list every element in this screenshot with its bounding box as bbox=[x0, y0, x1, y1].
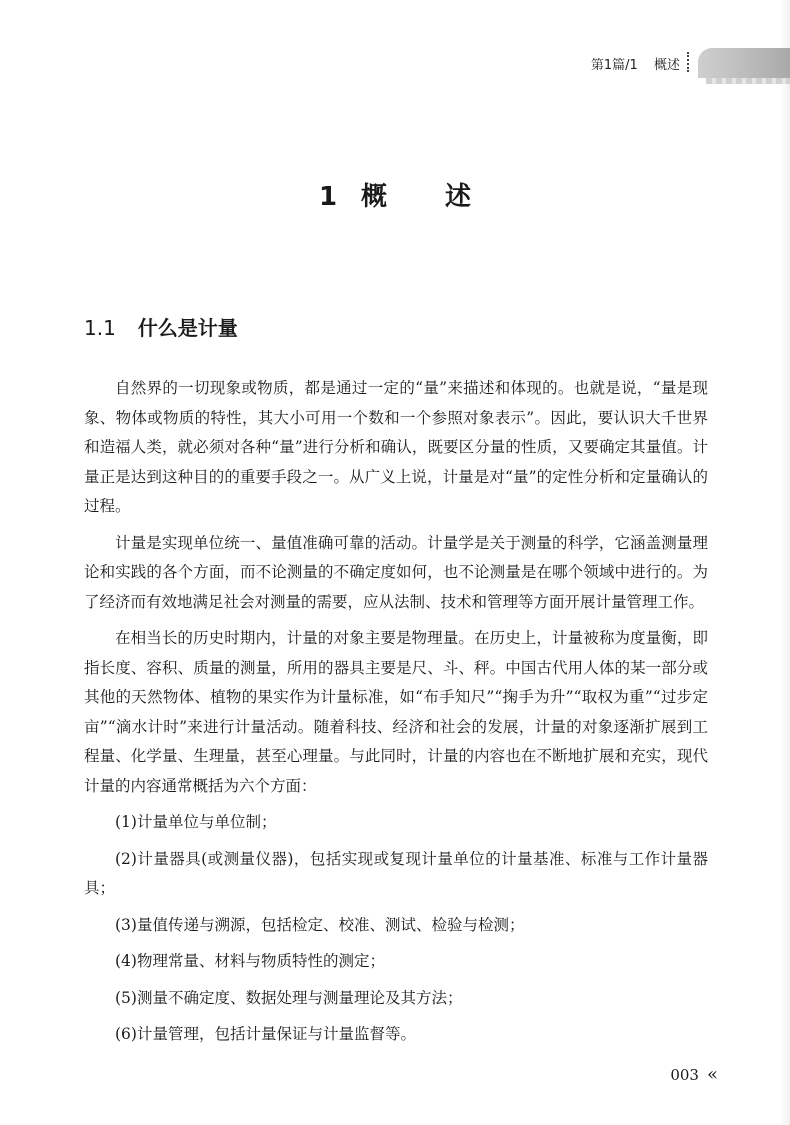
list-item: (1)计量单位与单位制； bbox=[115, 813, 277, 831]
chapter-title-word-2: 述 bbox=[445, 182, 472, 212]
paragraph: 自然界的一切现象或物质，都是通过一定的“量”来描述和体现的。也就是说，“量是现象、物体或物质的特性，其大小可用一个数和一个参照对象表示”。因此，要认识大千世界和造福人类，就必须对各种“量”进行分析和确认，既要区分量的性质，又要确定其量值。计量正是达到这种目的的重要手段之一。从广义上说，计量是对“量”的定性分析和定量确认的过程。 bbox=[84, 379, 708, 515]
header-label bbox=[591, 54, 680, 73]
section-title: 什么是计量 bbox=[137, 316, 238, 340]
page-footer bbox=[670, 1064, 718, 1085]
section-number: 1.1 bbox=[84, 316, 116, 340]
chapter-title bbox=[0, 176, 790, 213]
header-decorative-band bbox=[698, 48, 790, 78]
running-header bbox=[550, 48, 790, 82]
list-item: (4)物理常量、材料与物质特性的测定； bbox=[115, 952, 385, 970]
header-chapter: 概述 bbox=[653, 58, 680, 73]
page-edge-shadow bbox=[780, 0, 790, 1125]
section-heading bbox=[84, 312, 238, 341]
chapter-number: 1 bbox=[318, 182, 338, 212]
page-arrow-icon: « bbox=[706, 1064, 718, 1085]
list-item: (5)测量不确定度、数据处理与测量理论及其方法； bbox=[115, 988, 463, 1007]
page-number: 003 bbox=[670, 1066, 699, 1084]
body-text bbox=[84, 374, 708, 1057]
header-separator bbox=[644, 58, 648, 73]
paragraph: 在相当长的历史时期内，计量的对象主要是物理量。在历史上，计量被称为度量衡，即指长度、容积、质量的测量，所用的器具主要是尺、斗、秤。中国古代用人体的某一部分或其他的天然物体、植物的果实作为计量标准，如“布手知尺”“掬手为升”“取权为重”“过步定亩”“滴水计时”来进行计量活动。随着科技、经济和社会的发展，计量的对象逐渐扩展到工程量、化学量、生理量，甚至心理量。与此同时，计量的内容也在不断地扩展和充实，现代计量的内容通常概括为六个方面： bbox=[84, 629, 708, 795]
list-item: (2)计量器具(或测量仪器)，包括实现或复现计量单位的计量基准、标准与工作计量器具； bbox=[84, 849, 708, 897]
list-item: (3)量值传递与溯源，包括检定、校准、测试、检验与检测； bbox=[115, 915, 525, 934]
header-dotted-divider bbox=[687, 52, 692, 72]
header-part: 第1篇/1 bbox=[590, 58, 638, 73]
paragraph: 计量是实现单位统一、量值准确可靠的活动。计量学是关于测量的科学，它涵盖测量理论和实践的各个方面，而不论测量的不确定度如何，也不论测量是在哪个领域中进行的。为了经济而有效地满足社会对测量的需要，应从法制、技术和管理等方面开展计量管理工作。 bbox=[84, 533, 708, 611]
list-item: (6)计量管理，包括计量保证与计量监督等。 bbox=[115, 1025, 416, 1043]
chapter-title-word-1: 概 bbox=[361, 182, 388, 212]
